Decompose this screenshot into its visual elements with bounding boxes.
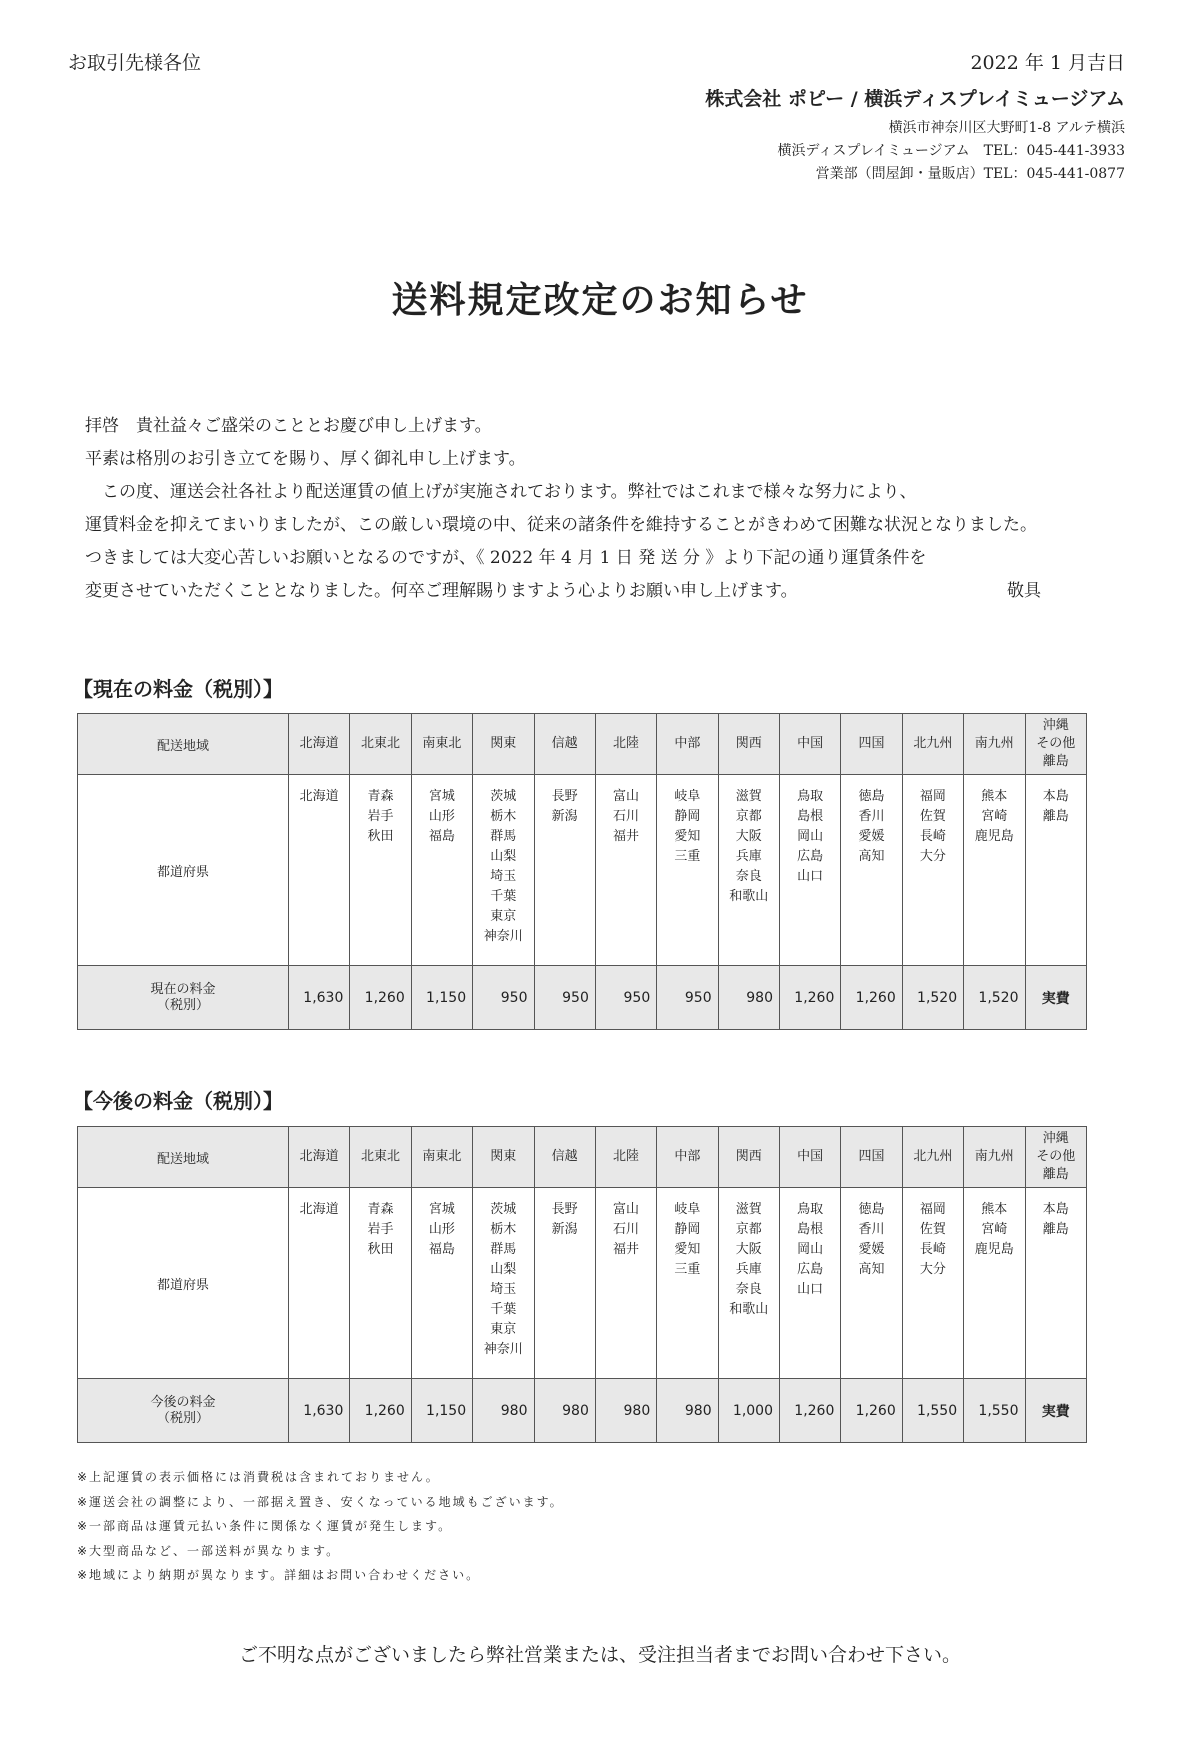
price-cell: 1,150 [411,1379,472,1443]
prefecture-label: 都道府県 [78,775,289,966]
region-cell: 北九州 [902,714,963,775]
page-title: 送料規定改定のお知らせ [391,279,809,321]
region-cell: 関東 [473,1127,534,1188]
price-cell: 980 [534,1379,595,1443]
price-cell: 980 [595,1379,656,1443]
prefecture-list: 岐阜 静岡 愛知 三重 [674,789,701,864]
prefecture-row [78,1188,1087,1379]
prefecture-cell [902,775,963,966]
price-cell: 980 [718,966,779,1030]
prefecture-list: 徳島 香川 愛媛 高知 [858,789,885,864]
prefecture-list: 北海道 [299,1202,339,1217]
prefecture-list: 徳島 香川 愛媛 高知 [858,1202,885,1277]
price-cell: 1,520 [964,966,1025,1030]
price-label: 現在の料金 （税別） [78,966,289,1030]
prefecture-cell [964,775,1025,966]
region-cell: 南九州 [964,714,1025,775]
prefecture-list: 青森 岩手 秋田 [367,1202,394,1257]
prefecture-list: 熊本 宮崎 鹿児島 [974,789,1014,844]
note-item: ※一部商品は運賃元払い条件に関係なく運賃が発生します。 [77,1519,453,1533]
closing: 敬具 [1007,581,1041,601]
region-cell: 関西 [718,714,779,775]
prefecture-list: 北海道 [299,789,339,804]
region-cell: 沖縄 その他 離島 [1025,1127,1087,1188]
prefecture-list: 鳥取 島根 岡山 広島 山口 [797,789,824,884]
price-cell: 980 [657,1379,718,1443]
prefecture-list: 本島 離島 [1042,1202,1069,1237]
price-cell: 1,000 [718,1379,779,1443]
prefecture-cell [780,1188,841,1379]
prefecture-cell [595,1188,656,1379]
prefecture-cell [411,1188,472,1379]
region-cell: 中国 [780,714,841,775]
price-cell: 1,630 [289,966,350,1030]
region-cell: 北九州 [902,1127,963,1188]
prefecture-list: 宮城 山形 福島 [428,789,455,844]
body-line-5: つきましては大変心苦しいお願いとなるのですが、《 2022 年 4 月 1 日 発 送 分 》より下記の通り運賃条件を [85,548,927,568]
prefecture-row [78,775,1087,966]
price-cell: 1,150 [411,966,472,1030]
price-cell: 実費 [1025,1379,1087,1443]
price-cell: 実費 [1025,966,1087,1030]
prefecture-cell [718,1188,779,1379]
prefecture-list: 茨城 栃木 群馬 山梨 埼玉 千葉 東京 神奈川 [483,789,523,944]
date: 2022 年 1 月吉日 [970,52,1125,74]
region-cell: 北陸 [595,714,656,775]
prefecture-list: 本島 離島 [1042,789,1069,824]
prefecture-list: 長野 新潟 [551,789,578,824]
future-fee-table [77,1126,1087,1443]
region-label: 配送地域 [78,1127,289,1188]
note-item: ※地域により納期が異なります。詳細はお問い合わせください。 [77,1568,481,1582]
region-cell: 南九州 [964,1127,1025,1188]
prefecture-cell [1025,1188,1087,1379]
region-cell: 南東北 [411,1127,472,1188]
company-address: 横浜市神奈川区大野町1-8 アルテ横浜 [888,120,1125,136]
prefecture-cell [473,1188,534,1379]
price-cell: 1,630 [289,1379,350,1443]
prefecture-list: 長野 新潟 [551,1202,578,1237]
prefecture-cell [718,775,779,966]
body-line-4: 運賃料金を抑えてまいりましたが、この厳しい環境の中、従来の諸条件を維持することがきわめて困難な状況となりました。 [85,515,1037,535]
region-cell: 北海道 [289,714,350,775]
prefecture-cell [657,775,718,966]
price-cell: 950 [657,966,718,1030]
region-cell: 四国 [841,1127,902,1188]
price-cell: 1,260 [841,1379,902,1443]
price-cell: 1,260 [780,966,841,1030]
current-fee-table [77,713,1087,1030]
body-line-3: この度、運送会社各社より配送運賃の値上げが実施されております。弊社ではこれまで様々な努力により、 [102,482,917,502]
region-cell: 中部 [657,714,718,775]
future-section-title: 【今後の料金（税別）】 [73,1089,283,1113]
region-cell: 北海道 [289,1127,350,1188]
prefecture-cell [289,1188,350,1379]
prefecture-cell [780,775,841,966]
prefecture-list: 鳥取 島根 岡山 広島 山口 [797,1202,824,1297]
price-cell: 1,550 [964,1379,1025,1443]
addressee: お取引先様各位 [68,52,202,74]
region-cell: 沖縄 その他 離島 [1025,714,1087,775]
prefecture-cell [350,1188,411,1379]
header-row [78,714,1087,775]
prefecture-cell [534,1188,595,1379]
price-cell: 1,260 [841,966,902,1030]
prefecture-list: 青森 岩手 秋田 [367,789,394,844]
prefecture-cell [411,775,472,966]
price-row [78,1379,1087,1443]
body-line-6: 変更させていただくこととなりました。何卒ご理解賜りますよう心よりお願い申し上げます。 [85,581,798,601]
body-line-1: 拝啓 貴社益々ご盛栄のこととお慶び申し上げます。 [85,416,492,436]
body-line-6-row [85,575,1065,608]
prefecture-cell [657,1188,718,1379]
region-cell: 中国 [780,1127,841,1188]
region-cell: 北東北 [350,714,411,775]
prefecture-cell [902,1188,963,1379]
region-cell: 北陸 [595,1127,656,1188]
price-cell: 950 [473,966,534,1030]
prefecture-cell [841,1188,902,1379]
note-item: ※上記運賃の表示価格には消費税は含まれておりません。 [77,1470,440,1484]
prefecture-list: 熊本 宮崎 鹿児島 [974,1202,1014,1257]
price-cell: 950 [534,966,595,1030]
note-item: ※大型商品など、一部送料が異なります。 [77,1543,341,1558]
region-cell: 四国 [841,714,902,775]
prefecture-cell [595,775,656,966]
prefecture-list: 福岡 佐賀 長崎 大分 [919,1202,946,1277]
region-cell: 南東北 [411,714,472,775]
prefecture-cell [534,775,595,966]
price-cell: 1,520 [902,966,963,1030]
prefecture-list: 茨城 栃木 群馬 山梨 埼玉 千葉 東京 神奈川 [483,1202,523,1357]
region-cell: 中部 [657,1127,718,1188]
sales-tel: 営業部（問屋卸・量販店）TEL：045-441-0877 [815,166,1125,182]
current-section-title: 【現在の料金（税別）】 [73,677,283,701]
prefecture-list: 富山 石川 福井 [613,1202,640,1257]
prefecture-cell [473,775,534,966]
region-cell: 信越 [534,714,595,775]
notes [77,1465,564,1588]
prefecture-cell [350,775,411,966]
region-cell: 信越 [534,1127,595,1188]
price-cell: 950 [595,966,656,1030]
prefecture-list: 滋賀 京都 大阪 兵庫 奈良 和歌山 [729,789,769,904]
price-cell: 1,260 [780,1379,841,1443]
company-name: 株式会社 ポピー / 横浜ディスプレイミュージアム [705,88,1125,110]
price-row [78,966,1087,1030]
prefecture-list: 宮城 山形 福島 [428,1202,455,1257]
prefecture-cell [841,775,902,966]
prefecture-cell [964,1188,1025,1379]
region-cell: 関西 [718,1127,779,1188]
header-row [78,1127,1087,1188]
prefecture-list: 富山 石川 福井 [613,789,640,844]
footer-note: ご不明な点がございましたら弊社営業または、受注担当者までお問い合わせ下さい。 [238,1644,961,1666]
price-cell: 980 [473,1379,534,1443]
region-cell: 関東 [473,714,534,775]
price-label: 今後の料金 （税別） [78,1379,289,1443]
prefecture-list: 滋賀 京都 大阪 兵庫 奈良 和歌山 [729,1202,769,1317]
price-cell: 1,260 [350,1379,411,1443]
price-cell: 1,550 [902,1379,963,1443]
region-cell: 北東北 [350,1127,411,1188]
body-line-2: 平素は格別のお引き立てを賜り、厚く御礼申し上げます。 [85,449,526,469]
museum-tel: 横浜ディスプレイミュージアム TEL：045-441-3933 [777,143,1125,159]
prefecture-label: 都道府県 [78,1188,289,1379]
prefecture-list: 福岡 佐賀 長崎 大分 [919,789,946,864]
prefecture-cell [1025,775,1087,966]
price-cell: 1,260 [350,966,411,1030]
body-text [85,410,1065,608]
note-item: ※運送会社の調整により、一部据え置き、安くなっている地域もございます。 [77,1494,564,1509]
region-label: 配送地域 [78,714,289,775]
company-info [705,84,1125,186]
prefecture-cell [289,775,350,966]
prefecture-list: 岐阜 静岡 愛知 三重 [674,1202,701,1277]
